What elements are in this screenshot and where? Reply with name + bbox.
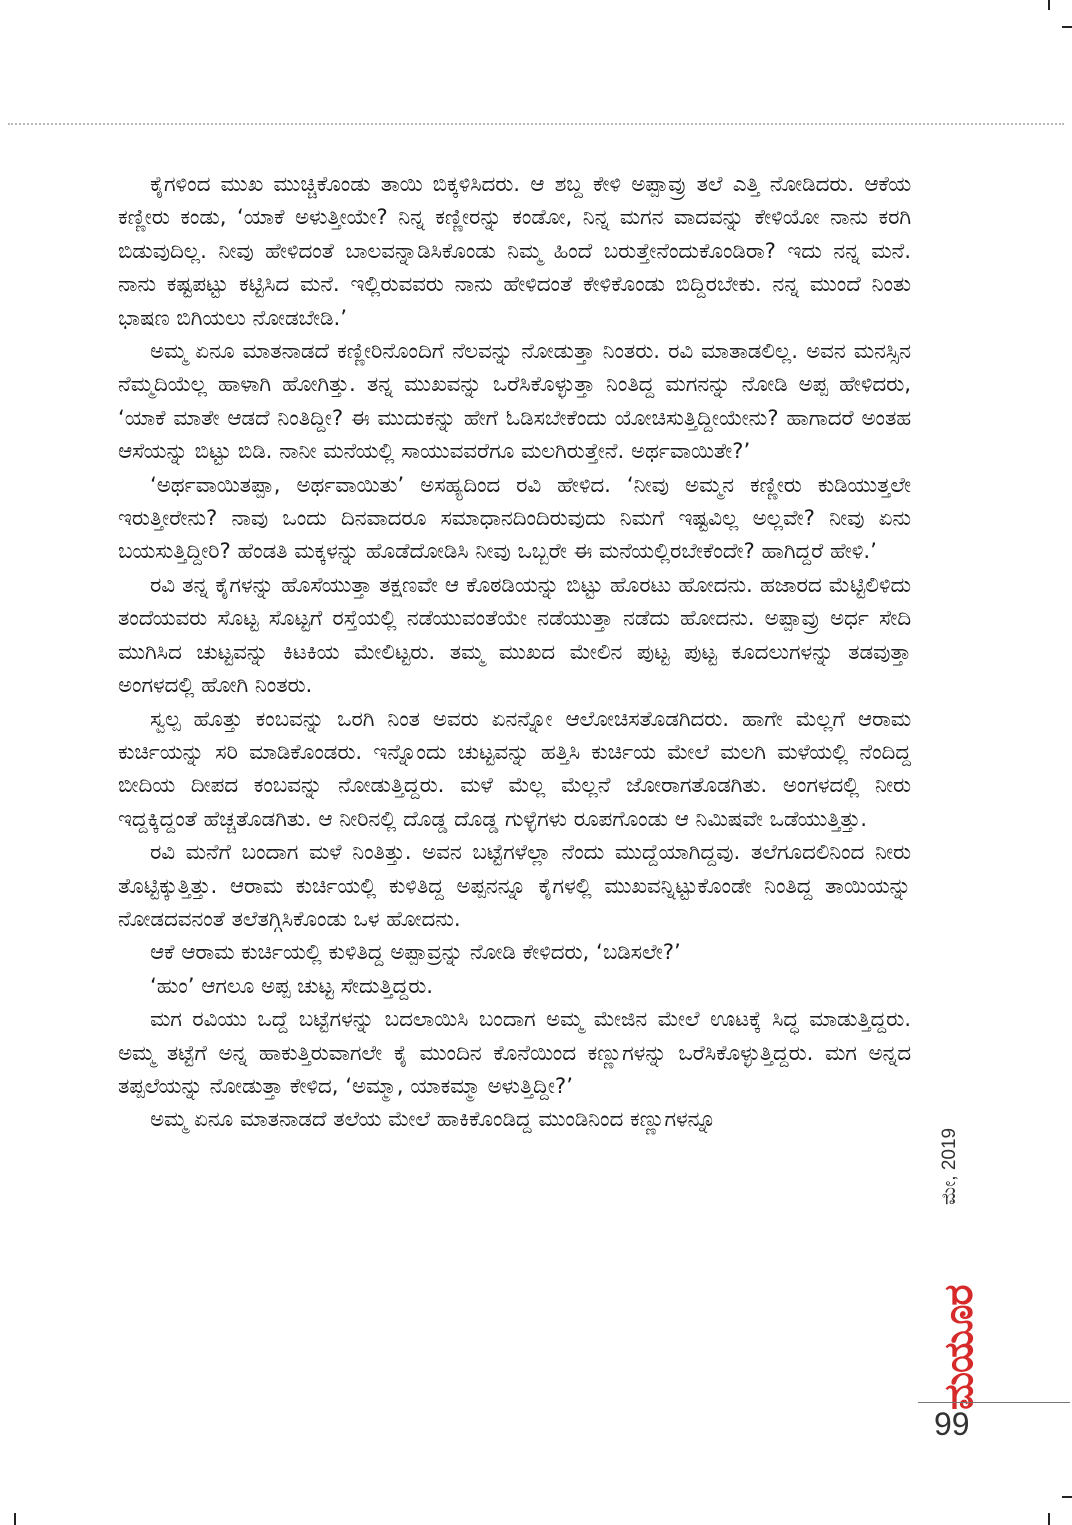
crop-mark-right-lower: [1062, 1496, 1072, 1498]
header-dotted-rule: [8, 123, 1064, 125]
crop-mark-bottom-right: [1048, 1513, 1050, 1525]
crop-mark-bottom-left: [14, 1513, 16, 1525]
footer-rule: [918, 1402, 1070, 1403]
issue-date: ಮೇ, 2019: [939, 1127, 960, 1205]
paragraph-9: ಮಗ ರವಿಯು ಒದ್ದೆ ಬಟ್ಟೆಗಳನ್ನು ಬದಲಾಯಿಸಿ ಬಂದಾಗ ಅಮ್ಮ ಮೇಜಿನ ಮೇಲೆ ಊಟಕ್ಕೆ ಸಿದ್ಧ ಮಾಡುತ್ತಿದ್ದರು. ಅಮ್ಮ ತಟ್ಟೆಗೆ ಅನ್ನ ಹಾಕುತ್ತಿರುವಾಗಲೇ ಕೈ ಮುಂದಿನ ಕೊನೆಯಿಂದ ಕಣ್ಣುಗಳನ್ನು ಒರೆಸಿಕೊಳ್ಳುತ್ತಿದ್ದರು. ಮಗ ಅನ್ನದ ತಪ್ಪಲೆಯನ್ನು ನೋಡುತ್ತಾ ಕೇಳಿದ, ‘ಅಮ್ಮಾ, ಯಾಕಮ್ಮಾ ಅಳುತ್ತಿದ್ದೀ?’: [118, 1007, 911, 1099]
magazine-logo: ಮಯೂರ: [936, 1285, 982, 1410]
paragraph-2: ಅಮ್ಮ ಏನೂ ಮಾತನಾಡದೆ ಕಣ್ಣೀರಿನೊಂದಿಗೆ ನೆಲವನ್ನು ನೋಡುತ್ತಾ ನಿಂತರು. ರವಿ ಮಾತಾಡಲಿಲ್ಲ. ಅವನ ಮನಸ್ಸಿನ ನೆಮ್ಮದಿಯೆಲ್ಲ ಹಾಳಾಗಿ ಹೋಗಿತ್ತು. ತನ್ನ ಮುಖವನ್ನು ಒರೆಸಿಕೊಳ್ಳುತ್ತಾ ನಿಂತಿದ್ದ ಮಗನನ್ನು ನೋಡಿ ಅಪ್ಪ ಹೇಳಿದರು, ‘ಯಾಕೆ ಮಾತೇ ಆಡದೆ ನಿಂತಿದ್ದೀ? ಈ ಮುದುಕನ್ನು ಹೇಗೆ ಓಡಿಸಬೇಕೆಂದು ಯೋಚಿಸುತ್ತಿದ್ದೀಯೇನು? ಹಾಗಾದರೆ ಅಂತಹ ಆಸೆಯನ್ನು ಬಿಟ್ಟು ಬಿಡಿ. ನಾನೀ ಮನೆಯಲ್ಲಿ ಸಾಯುವವರೆಗೂ ಮಲಗಿರುತ್ತೇನೆ. ಅರ್ಥವಾಯಿತೇ?’: [118, 339, 911, 465]
paragraph-3: ‘ಅರ್ಥವಾಯಿತಪ್ಪಾ, ಅರ್ಥವಾಯಿತು’ ಅಸಹ್ಯದಿಂದ ರವಿ ಹೇಳಿದ. ‘ನೀವು ಅಮ್ಮನ ಕಣ್ಣೀರು ಕುಡಿಯುತ್ತಲೇ ಇರುತ್ತೀರೇನು? ನಾವು ಒಂದು ದಿನವಾದರೂ ಸಮಾಧಾನದಿಂದಿರುವುದು ನಿಮಗೆ ಇಷ್ಟವಿಲ್ಲ ಅಲ್ಲವೇ? ನೀವು ಏನು ಬಯಸುತ್ತಿದ್ದೀರಿ? ಹೆಂಡತಿ ಮಕ್ಕಳನ್ನು ಹೊಡೆದೋಡಿಸಿ ನೀವು ಒಬ್ಬರೇ ಈ ಮನೆಯಲ್ಲಿರಬೇಕೆಂದೇ? ಹಾಗಿದ್ದರೆ ಹೇಳಿ.’: [118, 472, 911, 565]
paragraph-7: ಆಕೆ ಆರಾಮ ಕುರ್ಚಿಯಲ್ಲಿ ಕುಳಿತಿದ್ದ ಅಪ್ಪಾವ್ರನ್ನು ನೋಡಿ ಕೇಳಿದರು, ‘ಬಡಿಸಲೇ?’: [150, 940, 681, 966]
page-number: 99: [934, 1406, 970, 1442]
paragraph-1: ಕೈಗಳಿಂದ ಮುಖ ಮುಚ್ಚಿಕೊಂಡು ತಾಯಿ ಬಿಕ್ಕಳಿಸಿದರು. ಆ ಶಬ್ದ ಕೇಳಿ ಅಪ್ಪಾವ್ರು ತಲೆ ಎತ್ತಿ ನೋಡಿದರು. ಆಕೆಯ ಕಣ್ಣೀರು ಕಂಡು, ‘ಯಾಕೆ ಅಳುತ್ತೀಯೇ? ನಿನ್ನ ಕಣ್ಣೀರನ್ನು ಕಂಡೋ, ನಿನ್ನ ಮಗನ ವಾದವನ್ನು ಕೇಳಿಯೋ ನಾನು ಕರಗಿ ಬಿಡುವುದಿಲ್ಲ. ನೀವು ಹೇಳಿದಂತೆ ಬಾಲವನ್ನಾಡಿಸಿಕೊಂಡು ನಿಮ್ಮ ಹಿಂದೆ ಬರುತ್ತೇನೆಂದುಕೊಂಡಿರಾ? ಇದು ನನ್ನ ಮನೆ. ನಾನು ಕಷ್ಟಪಟ್ಟು ಕಟ್ಟಿಸಿದ ಮನೆ. ಇಲ್ಲಿರುವವರು ನಾನು ಹೇಳಿದಂತೆ ಕೇಳಿಕೊಂಡು ಬಿದ್ದಿರಬೇಕು. ನನ್ನ ಮುಂದೆ ನಿಂತು ಭಾಷಣ ಬಿಗಿಯಲು ನೋಡಬೇಡಿ.’: [118, 172, 911, 331]
paragraph-6: ರವಿ ಮನೆಗೆ ಬಂದಾಗ ಮಳೆ ನಿಂತಿತ್ತು. ಅವನ ಬಟ್ಟೆಗಳೆಲ್ಲಾ ನೆಂದು ಮುದ್ದೆಯಾಗಿದ್ದವು. ತಲೆಗೂದಲಿನಿಂದ ನೀರು ತೊಟ್ಟಿಕ್ಕುತ್ತಿತ್ತು. ಆರಾಮ ಕುರ್ಚಿಯಲ್ಲಿ ಕುಳಿತಿದ್ದ ಅಪ್ಪನನ್ನೂ ಕೈಗಳಲ್ಲಿ ಮುಖವನ್ನಿಟ್ಟುಕೊಂಡೇ ನಿಂತಿದ್ದ ತಾಯಿಯನ್ನು ನೋಡದವನಂತೆ ತಲೆತಗ್ಗಿಸಿಕೊಂಡು ಒಳ ಹೋದನು.: [118, 840, 911, 932]
paragraph-5: ಸ್ವಲ್ಪ ಹೊತ್ತು ಕಂಬವನ್ನು ಒರಗಿ ನಿಂತ ಅವರು ಏನನ್ನೋ ಆಲೋಚಿಸತೊಡಗಿದರು. ಹಾಗೇ ಮೆಲ್ಲಗೆ ಆರಾಮ ಕುರ್ಚಿಯನ್ನು ಸರಿ ಮಾಡಿಕೊಂಡರು. ಇನ್ನೊಂದು ಚುಟ್ಟವನ್ನು ಹತ್ತಿಸಿ ಕುರ್ಚಿಯ ಮೇಲೆ ಮಲಗಿ ಮಳೆಯಲ್ಲಿ ನೆಂದಿದ್ದ ಬೀದಿಯ ದೀಪದ ಕಂಬವನ್ನು ನೋಡುತ್ತಿದ್ದರು. ಮಳೆ ಮೆಲ್ಲ ಮೆಲ್ಲನೆ ಜೋರಾಗತೊಡಗಿತು. ಅಂಗಳದಲ್ಲಿ ನೀರು ಇದ್ದಕ್ಕಿದ್ದಂತೆ ಹೆಚ್ಚತೊಡಗಿತು. ಆ ನೀರಿನಲ್ಲಿ ದೊಡ್ಡ ದೊಡ್ಡ ಗುಳ್ಳೆಗಳು ರೂಪಗೊಂಡು ಆ ನಿಮಿಷವೇ ಒಡೆಯುತ್ತಿತ್ತು.: [118, 706, 911, 832]
paragraph-10: ಅಮ್ಮ ಏನೂ ಮಾತನಾಡದೆ ತಲೆಯ ಮೇಲೆ ಹಾಕಿಕೊಂಡಿದ್ದ ಮುಂಡಿನಿಂದ ಕಣ್ಣುಗಳನ್ನೂ: [150, 1107, 716, 1133]
paragraph-4: ರವಿ ತನ್ನ ಕೈಗಳನ್ನು ಹೊಸೆಯುತ್ತಾ ತಕ್ಷಣವೇ ಆ ಕೊಠಡಿಯನ್ನು ಬಿಟ್ಟು ಹೊರಟು ಹೋದನು. ಹಜಾರದ ಮೆಟ್ಟಿಲಿಳಿದು ತಂದೆಯವರು ಸೊಟ್ಟ ಸೊಟ್ಟಗೆ ರಸ್ತೆಯಲ್ಲಿ ನಡೆಯುವಂತೆಯೇ ನಡೆಯುತ್ತಾ ನಡೆದು ಹೋದನು. ಅಪ್ಪಾವ್ರು ಅರ್ಧ ಸೇದಿ ಮುಗಿಸಿದ ಚುಟ್ಟವನ್ನು ಕಿಟಕಿಯ ಮೇಲಿಟ್ಟರು. ತಮ್ಮ ಮುಖದ ಮೇಲಿನ ಪುಟ್ಟ ಪುಟ್ಟ ಕೂದಲುಗಳನ್ನು ತಡವುತ್ತಾ ಅಂಗಳದಲ್ಲಿ ಹೋಗಿ ನಿಂತರು.: [118, 572, 911, 699]
article-body: [118, 168, 911, 1137]
crop-mark-top-right: [1048, 0, 1050, 10]
crop-mark-right-upper: [1062, 26, 1072, 28]
magazine-sidebar: [918, 1080, 1038, 1430]
paragraph-8: ‘ಹುಂ’ ಆಗಲೂ ಅಪ್ಪ ಚುಟ್ಟ ಸೇದುತ್ತಿದ್ದರು.: [150, 973, 434, 999]
